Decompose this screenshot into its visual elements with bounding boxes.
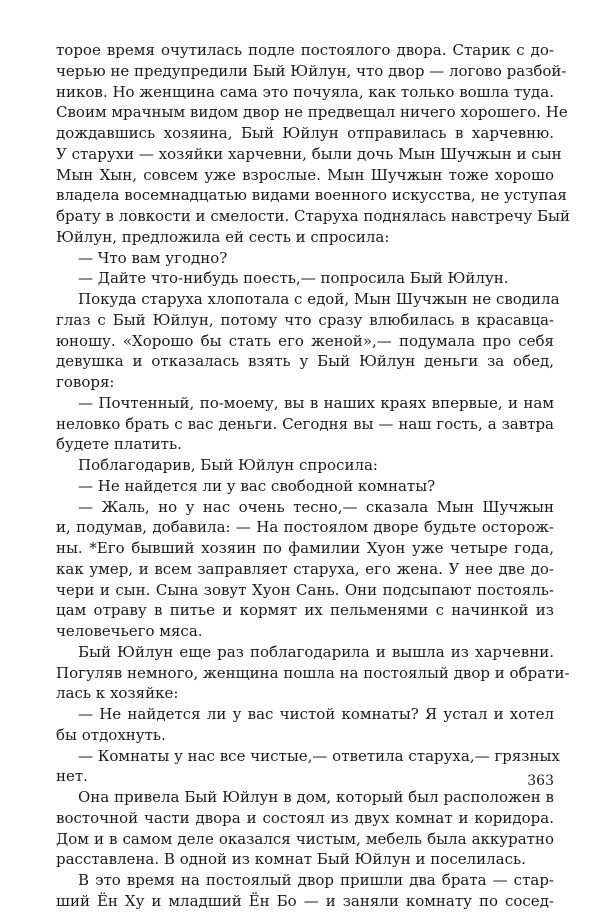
text-line: торое время очутилась подле постоялого двора. Старик с до- [56, 41, 554, 59]
text-line: Бый Юйлун еще раз поблагодарила и вышла из харчевни. [78, 642, 554, 661]
text-line: юношу. «Хорошо бы стать его женой»,— подумала про себя [56, 331, 554, 350]
text-line: говоря: [56, 373, 115, 391]
text-line: — Дайте что-нибудь поесть,— попросила Бый Юйлун. [78, 269, 509, 288]
text-line: чери и сын. Сына зовут Хуон Сань. Они подсыпают постояль- [56, 580, 554, 599]
body-text [56, 40, 570, 912]
text-line: восточной части двора и состоял из двух комнат и коридора. [56, 808, 554, 827]
text-line: глаз с Бый Юйлун, потому что сразу влюбилась в красавца- [56, 310, 554, 329]
text-line: У старухи — хозяйки харчевни, были дочь Мын Шучжын и сын [56, 144, 562, 163]
text-line: нет. [56, 767, 88, 786]
text-line: цам отраву в питье и кормят их пельменями с начинкой из [56, 601, 554, 620]
text-line: черью не предупредили Бый Юйлун, что двор — логово разбой- [56, 61, 567, 80]
text-line: девушка и отказалась взять у Бый Юйлун деньги за обед, [56, 352, 554, 371]
text-line: расставлена. В одной из комнат Бый Юйлун и поселилась. [56, 850, 526, 869]
text-line: брату в ловкости и смелости. Старуха поднялась навстречу Бый [56, 207, 570, 225]
text-line: и, подумав, добавила: — На постоялом дворе будьте осторож- [56, 518, 554, 537]
text-line: неловко брать с вас деньги. Сегодня вы — наш гость, а завтра [56, 414, 554, 433]
text-line: человечьего мяса. [56, 622, 203, 640]
text-line: ший Ён Ху и младший Ён Бо — и заняли комнату по сосед- [56, 891, 554, 910]
text-line: — Жаль, но у нас очень тесно,— сказала Мын Шучжын [78, 497, 554, 516]
page-number: 363 [527, 773, 554, 789]
text-line: лась к хозяйке: [56, 684, 179, 703]
text-line: владела восемнадцатью видами военного искусства, не уступая [56, 186, 567, 205]
text-line: — Не найдется ли у вас свободной комнаты? [78, 476, 436, 495]
text-line: дождавшись хозяина, Бый Юйлун отправилась в харчевню. [56, 124, 554, 142]
text-line: Погуляв немного, женщина пошла на постоялый двор и обрати- [56, 663, 570, 682]
text-line: Поблагодарив, Бый Юйлун спросила: [78, 456, 378, 474]
text-line: Мын Хын, совсем уже взрослые. Мын Шучжын тоже хорошо [56, 165, 554, 184]
text-line: В это время на постоялый двор пришли два брата — стар- [78, 871, 554, 889]
text-line: Она привела Бый Юйлун в дом, который был расположен в [78, 788, 554, 806]
text-line: — Комнаты у нас все чистые,— ответила старуха,— грязных [78, 746, 560, 765]
text-line: будете платить. [56, 435, 182, 454]
text-line: — Не найдется ли у вас чистой комнаты? Я устал и хотел [78, 705, 554, 723]
text-line: — Что вам угодно? [78, 248, 228, 267]
text-line: ны. *Его бывший хозяин по фамилии Хуон уже четыре года, [56, 539, 554, 557]
text-line: — Почтенный, по-моему, вы в наших краях впервые, и нам [78, 393, 554, 412]
text-line: как умер, и всем заправляет старуха, его жена. У нее две до- [56, 559, 554, 578]
text-line: бы отдохнуть. [56, 725, 166, 744]
text-line: Покуда старуха хлопотала с едой, Мын Шучжын не сводила [78, 290, 560, 308]
text-line: Юйлун, предложила ей сесть и спросила: [56, 227, 390, 246]
text-line: Своим мрачным видом двор не предвещал ничего хорошего. Не [56, 103, 568, 122]
text-line: ников. Но женщина сама это почуяла, как только вошла туда. [56, 82, 554, 101]
text-line: Дом и в самом деле оказался чистым, мебель была аккуратно [56, 829, 554, 848]
